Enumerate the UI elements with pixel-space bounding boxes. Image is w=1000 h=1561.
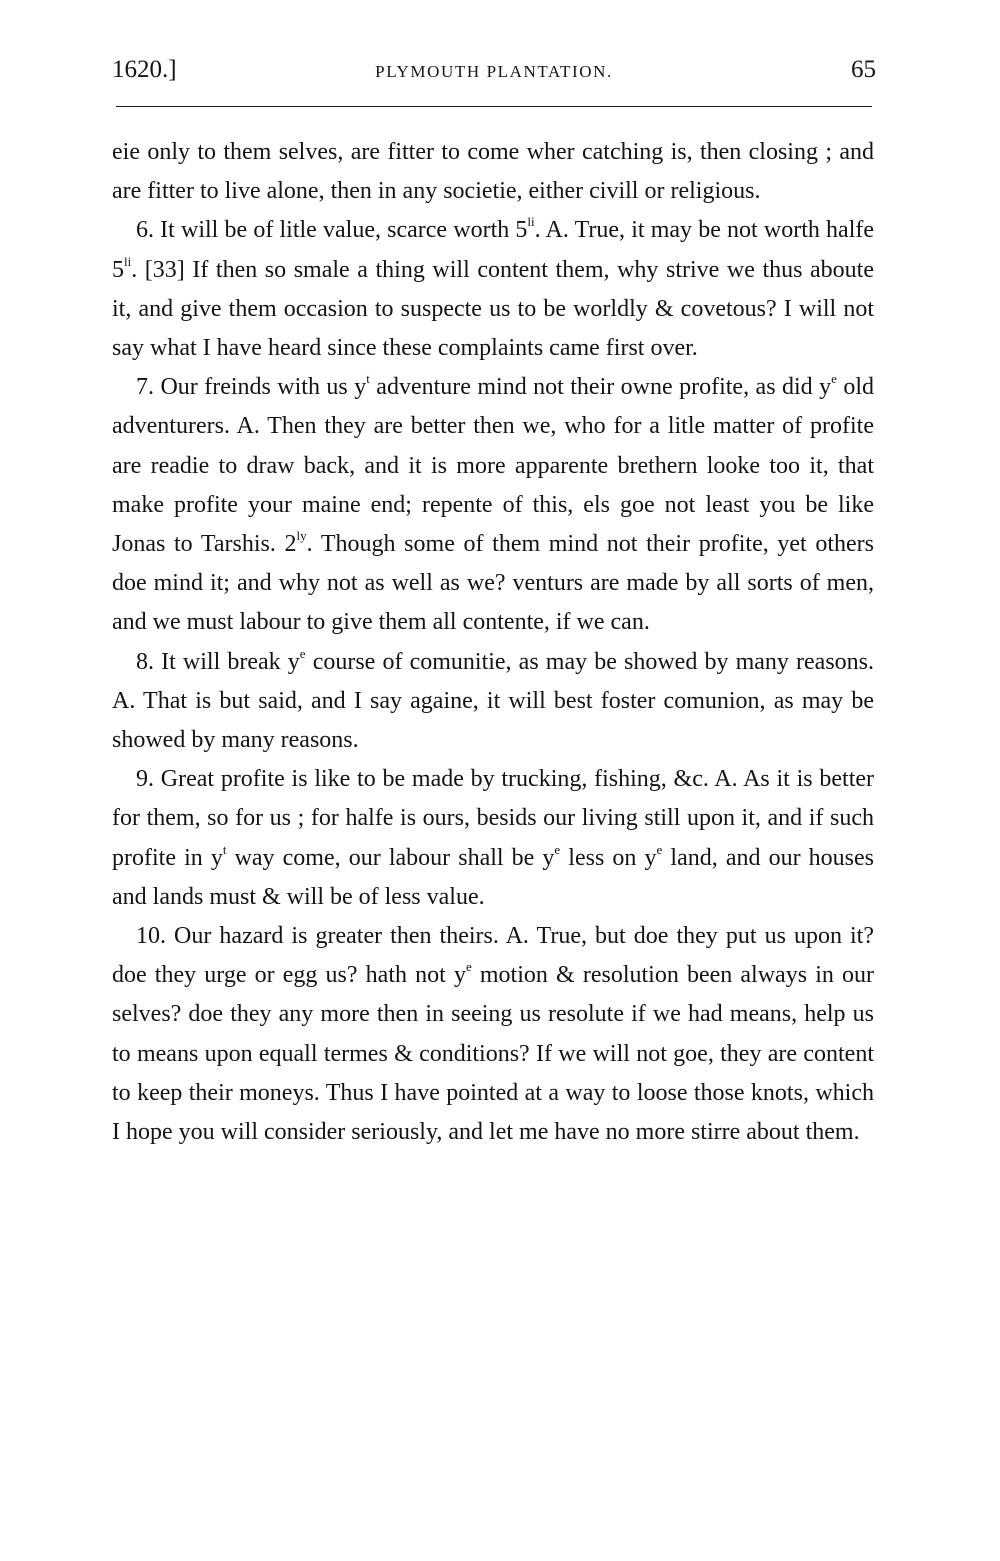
paragraph [112,133,874,211]
superscript-abbreviation: e [656,841,663,857]
paragraph [112,211,874,368]
text-run: old adventurers. A. Then they are better then we, who for a litle matter of profite are readie to draw back, and it is more apparente brethern looke too it, that make profite your maine end; repente of this, els goe not least you be like Jonas to Tarshis. 2 [112,374,874,558]
text-run: land, and our houses and lands must & will be of less value. [112,844,874,910]
paragraph [112,643,874,761]
text-run: 7. Our freinds with us y [136,374,367,401]
superscript-abbreviation: t [366,371,370,387]
paragraph [112,917,874,1152]
superscript-abbreviation: e [465,959,472,975]
text-run: 9. Great profite is like to be made by trucking, fishing, &c. A. As it is better for them, so for us ; for halfe is ours, besids our living still upon it, and if such profite in y [112,766,874,871]
paragraph [112,760,874,917]
superscript-abbreviation: t [222,841,227,857]
text-run: 8. It will break y [136,648,300,675]
text-run: way come, our labour shall be y [226,844,555,871]
superscript-abbreviation: li [124,253,132,269]
text-run: . Though some of them mind not their profite, yet others doe mind it; and why not as well as we? venturs are made by all sorts of men, and we must labour to give them all contente, if we can. [112,531,874,636]
running-header [112,56,876,92]
superscript-abbreviation: li [527,214,535,230]
text-run: 10. Our hazard is greater then theirs. A. True, but doe they put us upon it? doe they urge or egg us? hath not y [112,923,874,989]
header-rule [116,106,872,107]
text-run: adventure mind not their owne profite, as did y [369,374,832,401]
paragraph [112,368,874,642]
text-run: 6. It will be of litle value, scarce worth 5 [136,217,528,244]
text-run: . A. True, it may be not worth halfe 5 [112,217,874,283]
superscript-abbreviation: e [831,371,837,387]
superscript-abbreviation: ly [296,528,307,544]
text-run: motion & resolution been always in our selves? doe they any more then in seeing us resolute if we had means, help us to means upon equall termes & conditions? If we will not goe, they are content to keep their moneys. Thus I have pointed at a way to loose those knots, which I hope you will consider seriously, and let me have no more stirre about them. [112,962,874,1146]
superscript-abbreviation: e [554,841,561,857]
header-year: 1620.] [112,56,177,83]
page-body [112,133,874,1152]
header-title: PLYMOUTH PLANTATION. [375,62,613,81]
superscript-abbreviation: e [299,645,306,661]
text-run: . [33] If then so smale a thing will content them, why strive we thus aboute it, and give them occasion to suspecte us to be worldly & covetous? I will not say what I have heard since these complaints came first over. [112,256,874,362]
text-run: eie only to them selves, are fitter to come wher catching is, then closing ; and are fitter to live alone, then in any societie, either civill or religious. [112,139,874,205]
page-number: 65 [851,56,876,83]
text-run: less on y [560,844,657,871]
text-run: course of comunitie, as may be showed by many reasons. A. That is but said, and I say againe, it will best foster comunion, as may be showed by many reasons. [112,648,874,754]
